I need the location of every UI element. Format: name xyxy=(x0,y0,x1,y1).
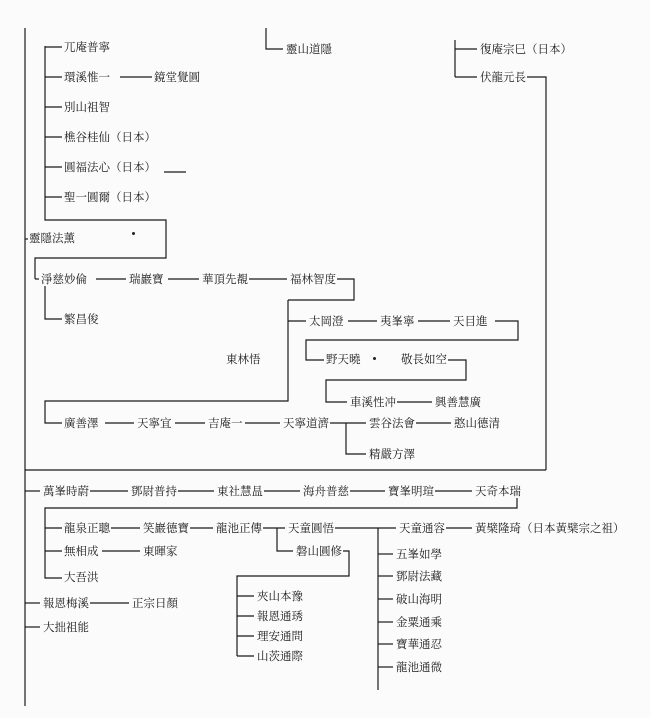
node: 無相成 xyxy=(64,544,99,558)
connector-line xyxy=(520,77,546,470)
node: 笑巖德寶 xyxy=(143,521,189,535)
node: 破山海明 xyxy=(396,592,442,606)
node: 太岡澄 xyxy=(309,314,344,328)
node: 雲谷法會 xyxy=(369,416,415,430)
node: 天童通容 xyxy=(399,521,445,535)
node: 鏡堂覺圓 xyxy=(154,70,200,84)
node: 龍池通微 xyxy=(396,660,442,674)
node: 海舟普慈 xyxy=(303,484,349,498)
node: 復庵宗巳（日本） xyxy=(480,42,572,56)
connector-line xyxy=(266,28,283,49)
node: 兀庵普寧 xyxy=(64,40,110,54)
stray-dot xyxy=(132,232,135,235)
node: 天寧宜 xyxy=(137,416,172,430)
node: 靈隱法薰 xyxy=(29,231,75,245)
node: 黃檗隆琦（日本黃檗宗之祖） xyxy=(475,521,625,535)
node: 鄧尉普持 xyxy=(131,484,177,498)
node: 寶峯明瑄 xyxy=(388,484,434,498)
node: 環溪惟一 xyxy=(64,70,110,84)
node: 別山祖智 xyxy=(64,100,110,114)
node: 天目進 xyxy=(453,314,488,328)
connector-line xyxy=(45,282,62,319)
node: 山茨通際 xyxy=(257,649,303,663)
node: 大吾洪 xyxy=(64,570,99,584)
node: 東暉家 xyxy=(143,544,178,558)
connector-line xyxy=(45,491,517,578)
node: 萬峯時蔚 xyxy=(43,484,89,498)
node: 磐山圓修 xyxy=(296,544,342,558)
node: 伏龍元長 xyxy=(480,70,526,84)
connector-line xyxy=(346,423,366,454)
node: 龍池正傳 xyxy=(216,521,262,535)
node: 鄧尉法藏 xyxy=(396,569,442,583)
node: 夾山本豫 xyxy=(257,589,303,603)
node: 理安通問 xyxy=(257,629,303,643)
node: 聖一圓爾（日本） xyxy=(64,190,156,204)
node: 吉庵一 xyxy=(208,416,243,430)
node: 圓福法心（日本） xyxy=(64,160,156,174)
node: 樵谷桂仙（日本） xyxy=(64,130,156,144)
node: 金粟通乘 xyxy=(396,615,442,629)
node: 報恩梅溪 xyxy=(43,596,89,610)
node: 廣善澤 xyxy=(64,416,99,430)
node: 夷峯寧 xyxy=(380,314,415,328)
node: 野天曉 xyxy=(326,352,361,366)
node: 五峯如學 xyxy=(396,547,442,561)
node: 靈山道隱 xyxy=(286,42,332,56)
node: 天童圓悟 xyxy=(288,521,334,535)
node: 東林悟 xyxy=(226,352,261,366)
node: 瑞巖寶 xyxy=(129,272,164,286)
node: 大拙祖能 xyxy=(43,620,89,634)
node: 正宗日顏 xyxy=(132,596,178,610)
node: 天寧道濟 xyxy=(283,416,329,430)
node: 華頂先覩 xyxy=(202,272,248,286)
node: 天奇本瑞 xyxy=(475,484,521,498)
node: 寶華通忍 xyxy=(396,637,442,651)
node: 東社慧昷 xyxy=(217,484,263,498)
node: 繁昌俊 xyxy=(64,312,99,326)
node: 車溪性冲 xyxy=(350,395,396,409)
node: 精嚴方澤 xyxy=(369,447,415,461)
node: 淨慈妙倫 xyxy=(41,272,87,286)
node: 憨山德清 xyxy=(454,416,500,430)
stray-dot xyxy=(373,357,376,360)
node: 龍泉正聰 xyxy=(64,521,110,535)
node: 興善慧廣 xyxy=(435,395,481,409)
node: 福林智度 xyxy=(290,272,336,286)
node: 敬長如空 xyxy=(401,352,447,366)
node: 報恩通琇 xyxy=(257,609,303,623)
